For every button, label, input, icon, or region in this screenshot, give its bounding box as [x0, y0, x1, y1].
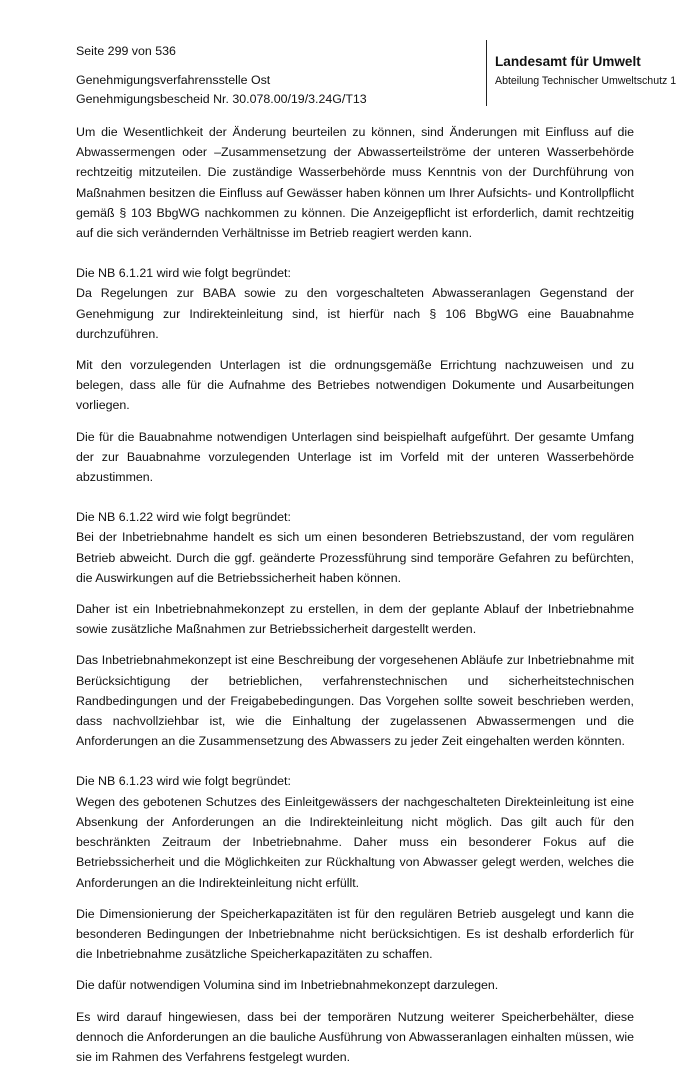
header-right [495, 53, 676, 89]
document-body [76, 122, 634, 1078]
section-nb-6-1-23-p2: Die Dimensionierung der Speicherkapazitäten ist für den regulären Betrieb ausgelegt und kann die besonderen Bedingungen der Inbetriebnahme nicht berücksichtigen. Es ist deshalb erforderlich für die Inbetriebnahme zusätzliche Speicherkapazitäten zu schaffen. [76, 906, 634, 962]
section-nb-6-1-23-p3: Die dafür notwendigen Volumina sind im Inbetriebnahmekonzept darzulegen. [76, 978, 499, 993]
section-nb-6-1-21-p2: Mit den vorzulegenden Unterlagen ist die ordnungsgemäße Errichtung nachzuweisen und zu belegen, dass alle für die Aufnahme des Betriebes notwendigen Dokumente und Ausarbeitungen vorliegen. [76, 358, 634, 413]
agency-name: Landesamt für Umwelt [495, 54, 641, 69]
header-left [76, 42, 367, 109]
section-nb-6-1-21-p3: Die für die Bauabnahme notwendigen Unterlagen sind beispielhaft aufgeführt. Der gesamte Umfang der zur Bauabnahme vorzulegenden Unterlage ist im Vorfeld mit der unteren Wasserbehörde abzustimmen. [76, 429, 634, 485]
paragraph-intro: Um die Wesentlichkeit der Änderung beurteilen zu können, sind Änderungen mit Einfluss auf die Abwassermengen oder –Zusammensetzung der Abwasserteilströme der unteren Wasserbehörde rechtzeitig mitzuteilen. Die zuständige Wasserbehörde muss Kenntnis von der Durchführung von Maßnahmen besitzen die Einfluss auf Gewässer haben können um Ihrer Aufsichts- und Kontrollpflicht gemäß § 103 BbgWG nachkommen zu können. Die Anzeigepflicht ist erforderlich, damit rechtzeitig auf die sich verändernden Verhältnisse im Betrieb reagiert werden kann. [76, 125, 634, 241]
section-nb-6-1-22-p3: Das Inbetriebnahmekonzept ist eine Beschreibung der vorgesehenen Abläufe zur Inbetriebnahme mit Berücksichtigung der betrieblichen, verfahrenstechnischen und sicherheitstechnischen Randbedingungen und der Freigabebedingungen. Das Vorgehen sollte soweit beschrieben werden, dass nachvollziehbar ist, wie die Einhaltung der zugelassenen Abwassermengen und die Anforderungen an die Zusammensetzung des Abwassers zu jeder Zeit eingehalten werden könnten. [76, 653, 634, 749]
section-nb-6-1-23-p4: Es wird darauf hingewiesen, dass bei der temporären Nutzung weiterer Speicherbehälter, diese dennoch die Anforderungen an die bauliche Ausführung von Abwasseranlagen einhalten müssen, wie sie im Rahmen des Verfahrens festgelegt wurden. [76, 1009, 634, 1064]
section-gap [76, 254, 634, 263]
page-number: Seite 299 von 536 [76, 44, 176, 58]
decision-reference: Genehmigungsbescheid Nr. 30.078.00/19/3.24G/T13 [76, 92, 367, 106]
section-gap [76, 762, 634, 771]
section-nb-6-1-22-lead: Die NB 6.1.22 wird wie folgt begründet: [76, 510, 291, 525]
section-nb-6-1-21-p1 [76, 263, 634, 344]
section-nb-6-1-22-text: Bei der Inbetriebnahme handelt es sich um einen besonderen Betriebszustand, der vom regulären Betrieb abweicht. Durch die ggf. geänderte Prozessführung sind temporäre Gefahren zu befürchten, die Auswirkungen auf die Betriebssicherheit haben können. [76, 530, 634, 585]
section-nb-6-1-21-lead: Die NB 6.1.21 wird wie folgt begründet: [76, 266, 291, 281]
section-gap [76, 498, 634, 507]
department-name: Abteilung Technischer Umweltschutz 1 [495, 75, 677, 87]
section-nb-6-1-21-text: Da Regelungen zur BABA sowie zu den vorgeschalteten Abwasseranlagen Gegenstand der Genehmigung zur Indirekteinleitung sind, ist hierfür nach § 106 BbgWG eine Bauabnahme durchzuführen. [76, 286, 634, 341]
header-divider [486, 40, 487, 106]
section-nb-6-1-23-text: Wegen des gebotenen Schutzes des Einleitgewässers der nachgeschalteten Direkteinleitung ist eine Absenkung der Anforderungen an die Indirekteinleitung nicht möglich. Das gilt auch für den beschränkten Zeitraum der Inbetriebnahme. Daher muss ein besonderer Fokus auf die Betriebssicherheit und die Möglichkeiten zur Rückhaltung von Abwasser gelegt werden, welches die Anforderungen an die Indirekteinleitung nicht erfüllt. [76, 794, 634, 890]
office-name: Genehmigungsverfahrensstelle Ost [76, 73, 271, 87]
section-nb-6-1-22-p1 [76, 507, 634, 588]
section-nb-6-1-23-p1 [76, 771, 634, 892]
section-nb-6-1-23-lead: Die NB 6.1.23 wird wie folgt begründet: [76, 774, 291, 789]
section-nb-6-1-22-p2: Daher ist ein Inbetriebnahmekonzept zu erstellen, in dem der geplante Ablauf der Inbetriebnahme sowie zusätzliche Maßnahmen zur Betriebssicherheit dargestellt werden. [76, 602, 634, 637]
